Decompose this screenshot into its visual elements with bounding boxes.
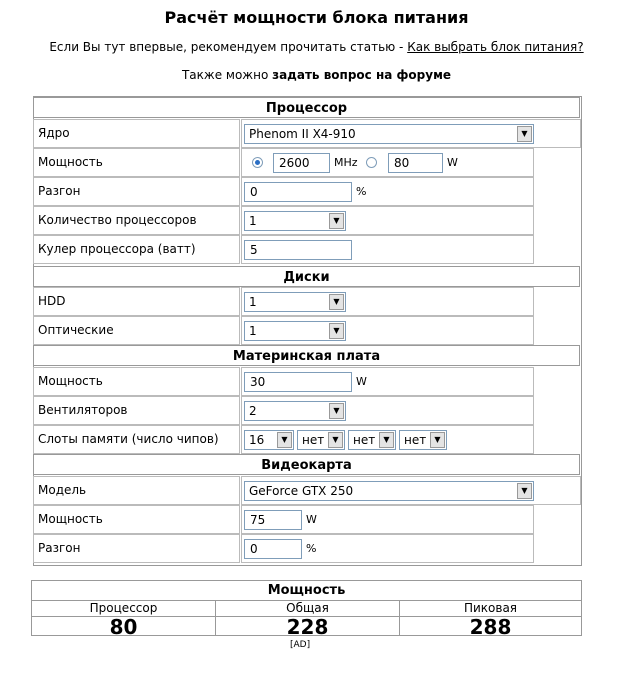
watt-unit: W — [447, 156, 458, 169]
chevron-down-icon: ▼ — [277, 432, 292, 448]
page-title: Расчёт мощности блока питания — [164, 8, 469, 27]
result-total-value: 228 — [286, 615, 329, 639]
result-peak-label: Пиковая — [400, 600, 581, 617]
cpu-count-select[interactable] — [244, 211, 346, 231]
label-gpu-model: Модель — [33, 476, 240, 505]
cpu-oc-input[interactable]: 0 — [244, 182, 352, 202]
cell-cooler — [241, 235, 534, 264]
cell-memory-slots — [241, 425, 534, 454]
label-core: Ядро — [33, 119, 240, 148]
intro-text: Если Вы тут впервые, рекомендуем прочитать статью - — [49, 40, 408, 54]
label-memory-slots: Слоты памяти (число чипов) — [33, 425, 240, 454]
forum-link[interactable]: задать вопрос на форуме — [272, 68, 452, 82]
chevron-down-icon: ▼ — [329, 294, 344, 310]
cpu-count-value: 1 — [249, 214, 257, 228]
result-cpu-value: 80 — [109, 615, 138, 639]
cooler-input[interactable]: 5 — [244, 240, 352, 260]
section-cpu: Процессор — [33, 97, 580, 118]
result-total-label: Общая — [216, 600, 399, 617]
forum-line — [0, 68, 633, 82]
ad-link[interactable]: [AD] — [290, 640, 311, 650]
radio-watt[interactable] — [366, 157, 377, 168]
cell-hdd — [241, 287, 534, 316]
label-mb-power: Мощность — [33, 367, 240, 396]
percent-unit: % — [356, 185, 367, 198]
fans-value: 2 — [249, 404, 257, 418]
slot3-select[interactable] — [348, 430, 396, 450]
slot1-value: 16 — [249, 433, 265, 447]
section-gpu: Видеокарта — [33, 454, 580, 475]
cpu-watt-input[interactable]: 80 — [388, 153, 443, 173]
cpu-mhz-input[interactable]: 2600 — [273, 153, 330, 173]
label-fans: Вентиляторов — [33, 396, 240, 425]
label-gpu-power: Мощность — [33, 505, 240, 534]
radio-mhz[interactable] — [252, 157, 263, 168]
chevron-down-icon: ▼ — [430, 432, 445, 448]
result-peak — [400, 600, 581, 639]
gpu-power-input[interactable]: 75 — [244, 510, 302, 530]
label-cpu-power: Мощность — [33, 148, 240, 177]
label-optical: Оптические — [33, 316, 240, 345]
cell-optical — [241, 316, 534, 345]
cell-core — [241, 119, 581, 148]
fans-select[interactable] — [244, 401, 346, 421]
cell-fans — [241, 396, 534, 425]
section-motherboard: Материнская плата — [33, 345, 580, 366]
cell-gpu-power — [241, 505, 534, 534]
hdd-value: 1 — [249, 295, 257, 309]
slot4-select[interactable] — [399, 430, 447, 450]
cell-gpu-oc — [241, 534, 534, 563]
result-peak-value: 288 — [469, 615, 512, 639]
optical-value: 1 — [249, 324, 257, 338]
optical-select[interactable] — [244, 321, 346, 341]
label-cpu-oc: Разгон — [33, 177, 240, 206]
gpu-percent-unit: % — [306, 542, 317, 555]
slot2-select[interactable] — [297, 430, 345, 450]
label-cooler: Кулер процессора (ватт) — [33, 235, 240, 264]
chevron-down-icon: ▼ — [329, 213, 344, 229]
chevron-down-icon: ▼ — [517, 483, 532, 499]
chevron-down-icon: ▼ — [517, 126, 532, 142]
cell-gpu-model — [241, 476, 581, 505]
result-cpu-label: Процессор — [32, 600, 215, 617]
cell-cpu-power — [241, 148, 534, 177]
section-disks: Диски — [33, 266, 580, 287]
hdd-select[interactable] — [244, 292, 346, 312]
cell-cpu-count — [241, 206, 534, 235]
slot3-value: нет — [353, 433, 376, 447]
gpu-oc-input[interactable]: 0 — [244, 539, 302, 559]
slot1-select[interactable] — [244, 430, 294, 450]
chevron-down-icon: ▼ — [329, 403, 344, 419]
chevron-down-icon: ▼ — [329, 323, 344, 339]
intro-line — [0, 40, 633, 54]
cell-cpu-oc — [241, 177, 534, 206]
mb-power-input[interactable]: 30 — [244, 372, 352, 392]
label-gpu-oc: Разгон — [33, 534, 240, 563]
mhz-unit: MHz — [334, 156, 358, 169]
result-total — [216, 600, 400, 639]
result-cpu — [32, 600, 216, 639]
article-link[interactable]: Как выбрать блок питания? — [407, 40, 584, 54]
result-panel — [31, 580, 582, 639]
slot4-value: нет — [404, 433, 427, 447]
forum-prefix: Также можно — [181, 68, 273, 82]
label-hdd: HDD — [33, 287, 240, 316]
core-select[interactable] — [244, 124, 534, 144]
gpu-model-value: GeForce GTX 250 — [249, 484, 354, 498]
result-title: Мощность — [32, 581, 581, 601]
gpu-watt-unit: W — [306, 513, 317, 526]
gpu-model-select[interactable] — [244, 481, 534, 501]
core-select-value: Phenom II X4-910 — [249, 127, 356, 141]
mb-watt-unit: W — [356, 375, 367, 388]
chevron-down-icon: ▼ — [379, 432, 394, 448]
slot2-value: нет — [302, 433, 325, 447]
label-cpu-count: Количество процессоров — [33, 206, 240, 235]
cell-mb-power — [241, 367, 534, 396]
chevron-down-icon: ▼ — [328, 432, 343, 448]
